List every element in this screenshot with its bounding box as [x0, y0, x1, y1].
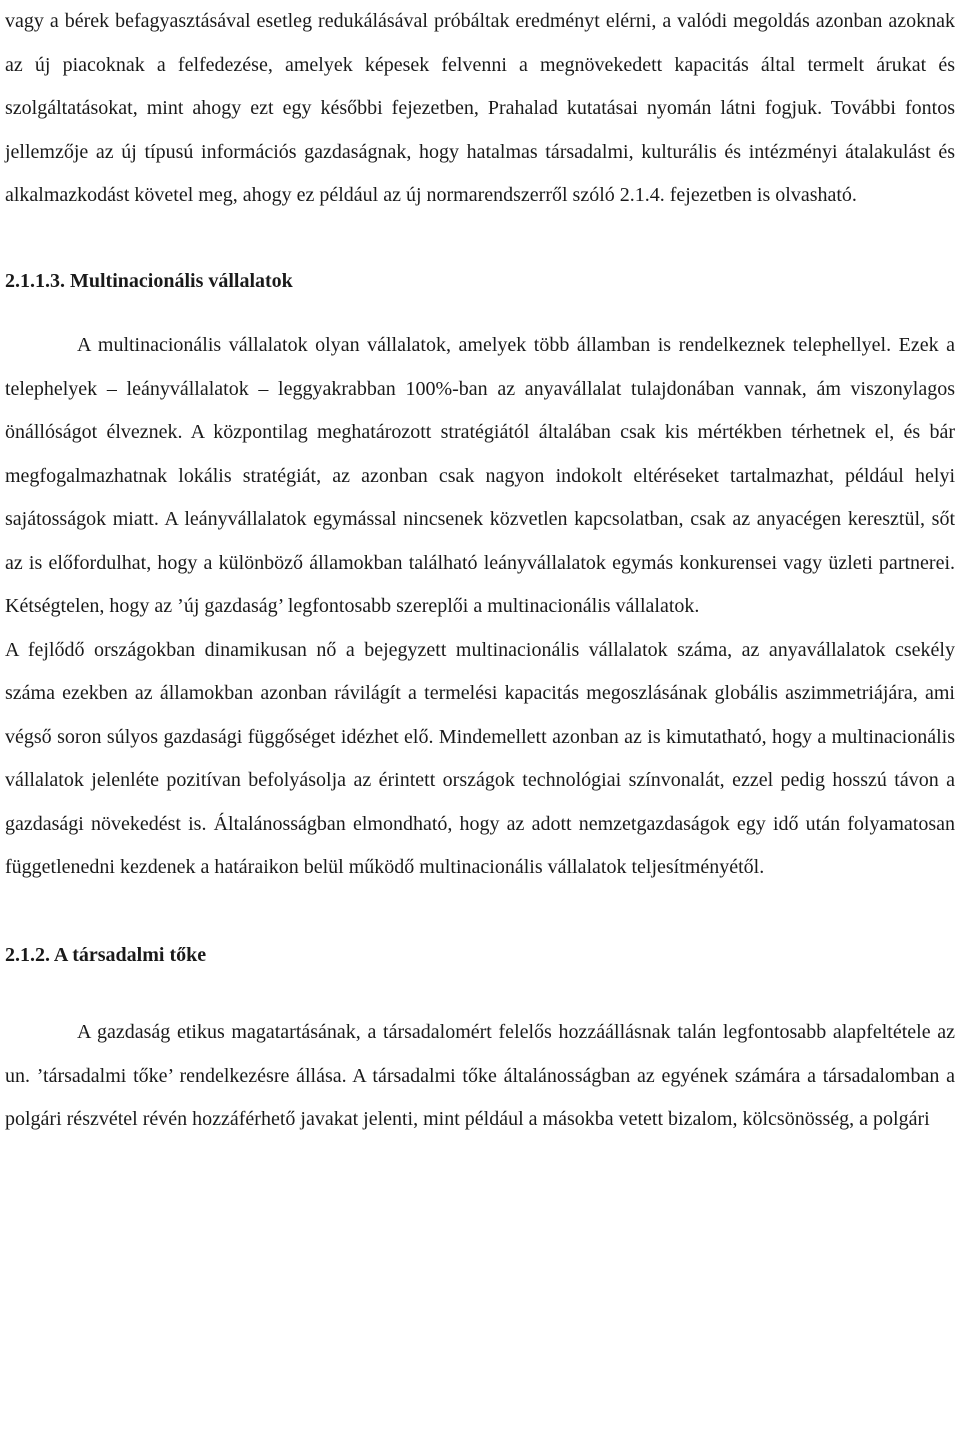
- paragraph-multinational-1: A multinacionális vállalatok olyan vállalatok, amelyek több államban is rendelkeznek telephellyel. Ezek a telephelyek – leányvállalatok – leggyakrabban 100%-ban az anyavállalat tulajdonában vannak, ám viszonylagos önállóságot élveznek. A központilag meghatározott stratégiától általában csak kis mértékben térhetnek el, és bár megfogalmazhatnak lokális stratégiát, az azonban csak nagyon indokolt eltéréseket tartalmazhat, például helyi sajátosságok miatt. A leányvállalatok egymással nincsenek közvetlen kapcsolatban, csak az anyacégen keresztül, sőt az is előfordulhat, hogy a különböző államokban található leányvállalatok egymás konkurensei vagy üzleti partnerei. Kétségtelen, hogy az ’új gazdaság’ legfontosabb szereplői a multinacionális vállalatok.: [5, 334, 955, 617]
- section-heading-multinational: 2.1.1.3. Multinacionális vállalatok: [5, 269, 293, 292]
- paragraph-intro: vagy a bérek befagyasztásával esetleg redukálásával próbáltak eredményt elérni, a valódi megoldás azonban azoknak az új piacoknak a felfedezése, amelyek képesek felvenni a megnövekedett kapacitás által termelt árukat és szolgáltatásokat, mint ahogy ezt egy későbbi fejezetben, Prahalad kutatásai nyomán látni fogjuk. További fontos jellemzője az új típusú információs gazdaságnak, hogy hatalmas társadalmi, kulturális és intézményi átalakulást és alkalmazkodást követel meg, ahogy ez például az új normarendszerről szóló 2.1.4. fejezetben is olvasható.: [5, 10, 955, 206]
- document-page: [5, 0, 955, 1142]
- paragraph-social-capital: A gazdaság etikus magatartásának, a társadalomért felelős hozzáállásnak talán legfontosabb alapfeltétele az un. ’társadalmi tőke’ rendelkezésre állása. A társadalmi tőke általánosságban az egyének számára a társadalomban a polgári részvétel révén hozzáférhető javakat jelenti, mint például a másokba vetett bizalom, kölcsönösség, a polgári: [5, 1021, 955, 1130]
- paragraph-multinational-2: A fejlődő országokban dinamikusan nő a bejegyzett multinacionális vállalatok száma, az anyavállalatok csekély száma ezekben az államokban azonban rávilágít a termelési kapacitás megoszlásának globális aszimmetriájára, ami végső soron súlyos gazdasági függőséget idézhet elő. Mindemellett azonban az is kimutatható, hogy a multinacionális vállalatok jelenléte pozitívan befolyásolja az érintett országok technológiai színvonalát, ezzel pedig hosszú távon a gazdasági növekedést is. Általánosságban elmondható, hogy az adott nemzetgazdaságok egy idő után folyamatosan függetlenedni kezdenek a határaikon belül működő multinacionális vállalatok teljesítményétől.: [5, 638, 955, 878]
- section-heading-social-capital: 2.1.2. A társadalmi tőke: [5, 943, 207, 966]
